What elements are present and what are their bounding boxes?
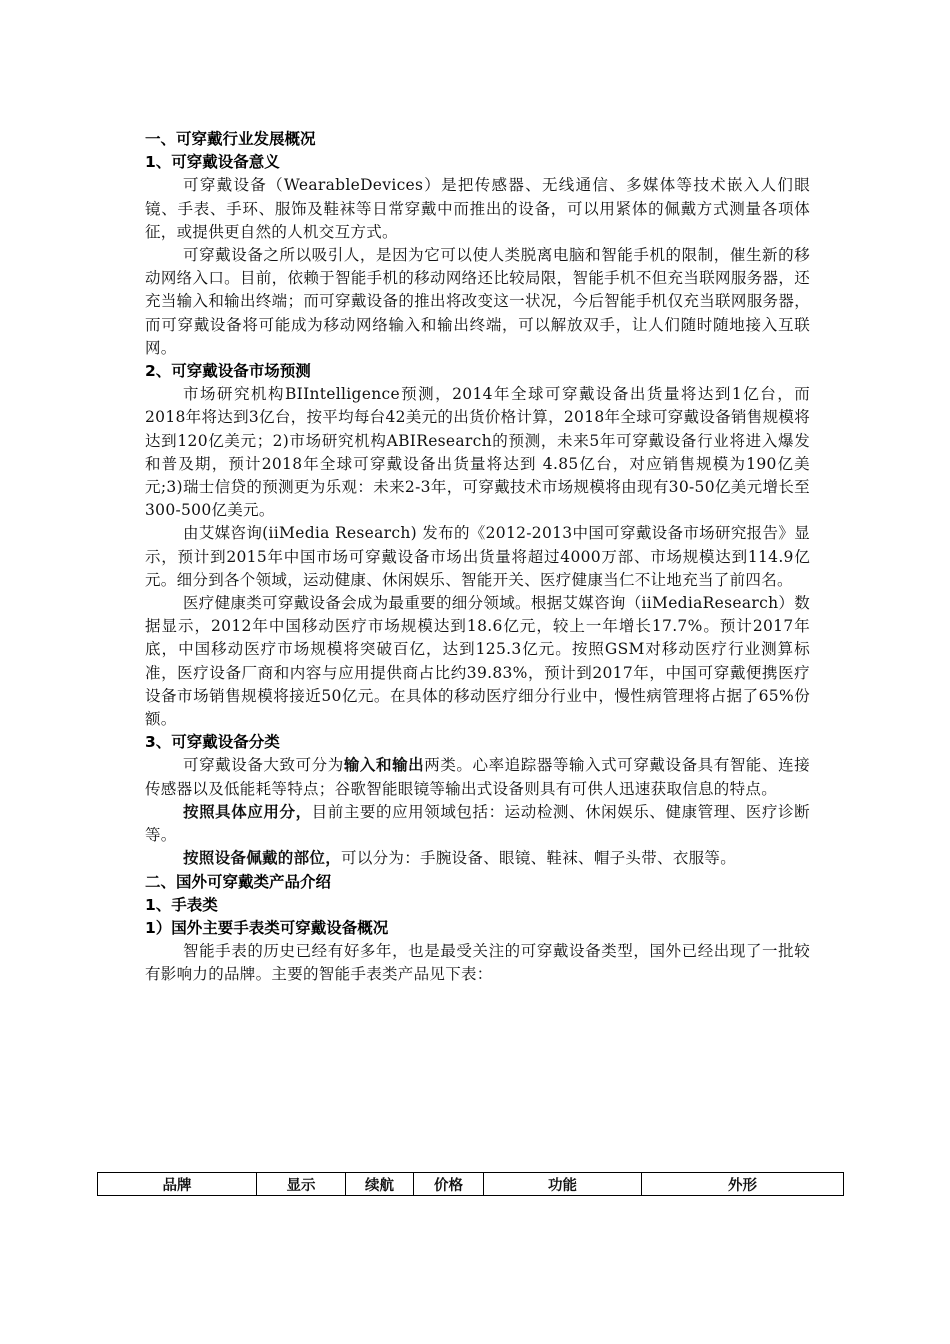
subheading-significance: 1、可穿戴设备意义	[145, 153, 280, 172]
column-header-battery: 续航	[346, 1173, 414, 1196]
paragraph-appeal: 可穿戴设备之所以吸引人，是因为它可以使人类脱离电脑和智能手机的限制，催生新的移动网络入口。目前，依赖于智能手机的移动网络还比较局限，智能手机不但充当联网服务器，还充当输入和输出终端；而可穿戴设备的推出将改变这一状况，今后智能手机仅充当联网服务器，而可穿戴设备将可能成为移动网络输入和输出终端，可以解放双手，让人们随时随地接入互联网。	[145, 246, 810, 357]
column-header-display: 显示	[257, 1173, 346, 1196]
section-heading-2: 二、国外可穿戴类产品介绍	[145, 872, 332, 891]
text-run: 可以分为：手腕设备、眼镜、鞋袜、帽子头带、衣服等。	[341, 849, 737, 868]
paragraph-china-forecast: 由艾媒咨询(iiMedia Research) 发布的《2012-2013中国可穿戴设备市场研究报告》显示，预计到2015年中国市场可穿戴设备市场出货量将超过4000万部、市场规模达到114.9亿元。细分到各个领域，运动健康、休闲娱乐、智能开关、医疗健康当仁不让地充当了前四名。	[145, 524, 810, 589]
paragraph-medical-forecast: 医疗健康类可穿戴设备会成为最重要的细分领域。根据艾媒咨询（iiMediaResearch）数据显示，2012年中国移动医疗市场规模达到18.6亿元，较上一年增长17.7%。预计2017年底，中国移动医疗市场规模将突破百亿，达到125.3亿元。按照GSM对移动医疗行业测算标准，医疗设备厂商和内容与应用提供商占比约39.83%，预计到2017年，中国可穿戴便携医疗设备市场销售规模将接近50亿元。在具体的移动医疗细分行业中，慢性病管理将占据了65%份额。	[145, 594, 810, 729]
table-header-row	[98, 1173, 844, 1196]
paragraph-application-types	[145, 801, 810, 847]
column-header-price: 价格	[414, 1173, 484, 1196]
paragraph-io-types	[145, 754, 810, 800]
subheading-market-forecast: 2、可穿戴设备市场预测	[145, 362, 311, 381]
subheading-watch-overview: 1）国外主要手表类可穿戴设备概况	[145, 918, 389, 937]
text-run: 目前主要的应用领域包括：运动检测、休闲娱乐、健康管理、医疗诊断等。	[145, 802, 810, 845]
document-body	[145, 128, 810, 987]
paragraph-definition: 可穿戴设备（WearableDevices）是把传感器、无线通信、多媒体等技术嵌入人们眼镜、手表、手环、服饰及鞋袜等日常穿戴中而推出的设备，可以用紧体的佩戴方式测量各项体征，或提供更自然的人机交互方式。	[145, 176, 810, 241]
paragraph-watch-intro: 智能手表的历史已经有好多年，也是最受关注的可穿戴设备类型，国外已经出现了一批较有影响力的品牌。主要的智能手表类产品见下表：	[145, 942, 810, 984]
text-run: 两类。心率追踪器等输入式可穿戴设备具有智能、连接传感器以及低能耗等特点；谷歌智能眼镜等输出式设备则具有可供人迅速获取信息的特点。	[145, 756, 810, 798]
bold-run: 按照设备佩戴的部位，	[183, 849, 342, 868]
paragraph-wear-position	[145, 847, 810, 870]
column-header-brand: 品牌	[98, 1173, 257, 1196]
column-header-appearance: 外形	[642, 1173, 844, 1196]
paragraph-global-forecast: 市场研究机构BIIntelligence预测，2014年全球可穿戴设备出货量将达到1亿台，而2018年将达到3亿台，按平均每台42美元的出货价格计算，2018年全球可穿戴设备销售规模将达到120亿美元；2)市场研究机构ABIResearch的预测，未来5年可穿戴设备行业将进入爆发和普及期，预计2018年全球可穿戴设备出货量将达到 4.85亿台，对应销售规模为190亿美元;3)瑞士信贷的预测更为乐观：未来2-3年，可穿戴技术市场规模将由现有30-50亿美元增长至300-500亿美元。	[145, 385, 810, 520]
section-heading-1: 一、可穿戴行业发展概况	[145, 130, 316, 148]
bold-run: 输入和输出	[343, 756, 425, 775]
column-header-function: 功能	[484, 1173, 642, 1196]
text-run: 可穿戴设备大致可分为	[183, 756, 344, 775]
subheading-watches: 1、手表类	[145, 895, 218, 914]
watch-products-table	[97, 1172, 844, 1196]
bold-run: 按照具体应用分，	[183, 802, 312, 821]
subheading-classification: 3、可穿戴设备分类	[145, 733, 280, 752]
